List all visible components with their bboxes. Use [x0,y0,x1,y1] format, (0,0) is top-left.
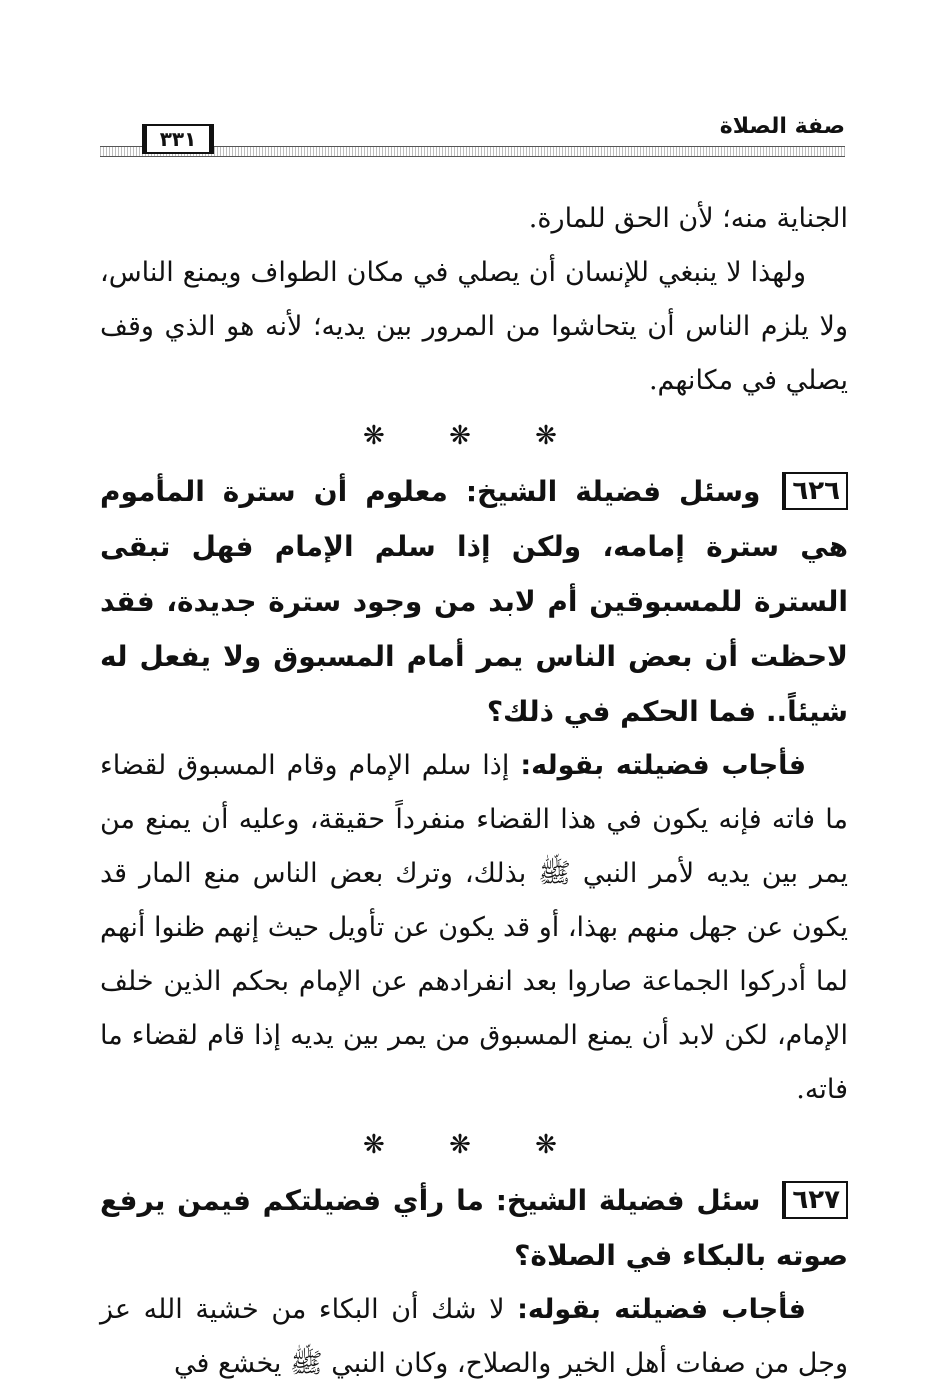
question-number-626: ٦٢٦ [782,472,848,510]
question-number-627: ٦٢٧ [782,1181,848,1219]
paragraph-continuation: الجناية منه؛ لأن الحق للمارة. [528,203,848,234]
question-626-text: وسئل فضيلة الشيخ: معلوم أن سترة المأموم هي سترة إمامه، ولكن إذا سلم الإمام فهل تبقى السترة للمسبوقين أم لابد من وجود سترة جديدة، فقد لاحظت أن بعض الناس يمر أمام المسبوق ولا يفعل له شيئاً.. فما الحكم في ذلك؟ [100,475,848,728]
question-627 [100,1173,848,1283]
section-separator: ❋ ❋ ❋ [363,421,585,451]
question-626 [100,464,848,739]
answer-627-text: لا شك أن البكاء من خشية الله عز وجل من صفات أهل الخير والصلاح، وكان النبي ﷺ يخشع في [100,1294,848,1379]
paragraph-tawaf: ولهذا لا ينبغي للإنسان أن يصلي في مكان الطواف ويمنع الناس، ولا يلزم الناس أن يتحاشوا من المرور بين يديه؛ لأنه هو الذي وقف يصلي في مكانهم. [100,257,848,396]
answer-626 [100,739,848,1117]
page-number: ٣٣١ [142,124,214,154]
page-body [100,192,848,1391]
answer-626-lead: فأجاب فضيلته بقوله: [520,750,806,781]
running-title: صفة الصلاة [712,112,845,142]
answer-627-lead: فأجاب فضيلته بقوله: [517,1294,806,1325]
section-separator: ❋ ❋ ❋ [363,1130,585,1160]
page-header [100,110,845,158]
question-627-text: سئل فضيلة الشيخ: ما رأي فضيلتكم فيمن يرفع صوته بالبكاء في الصلاة؟ [100,1184,848,1272]
answer-626-text: إذا سلم الإمام وقام المسبوق لقضاء ما فاته فإنه يكون في هذا القضاء منفرداً حقيقة، وعليه أن يمنع من يمر بين يديه لأمر النبي ﷺ بذلك، وترك بعض الناس منع المار قد يكون عن جهل منهم بهذا، أو قد يكون عن تأويل حيث إنهم ظنوا أنهم لما أدركوا الجماعة صاروا بعد انفرادهم عن الإمام بحكم الذين خلف الإمام، لكن لابد أن يمنع المسبوق من يمر بين يديه إذا قام لقضاء ما فاته. [100,750,848,1105]
